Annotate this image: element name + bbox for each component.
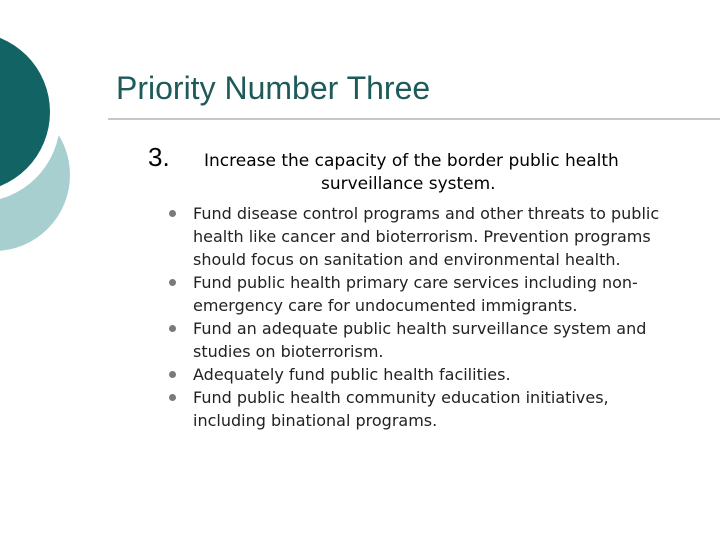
bullet-text: Adequately fund public health facilities. [193,365,511,384]
heading-line-2: surveillance system. [321,174,496,194]
heading-line-1: Increase the capacity of the border public health [204,151,619,171]
bullet-text: Fund public health primary care services including non-emergency care for undocumented immigrants. [193,273,638,315]
heading-text [204,150,674,196]
title-divider [108,118,720,120]
bullet-item [0,202,720,271]
bullet-item [0,271,720,317]
bullet-text: Fund disease control programs and other threats to public health like cancer and bioterrorism. Prevention programs should focus on sanitation and environmental health. [193,204,660,269]
heading-number: 3. [148,142,170,172]
bullet-dot-icon [169,394,176,401]
bullet-dot-icon [169,210,176,217]
bullet-text: Fund public health community education initiatives, including binational programs. [193,388,609,430]
bullet-text: Fund an adequate public health surveillance system and studies on bioterrorism. [193,319,647,361]
bullet-dot-icon [169,279,176,286]
bullet-dot-icon [169,371,176,378]
bullet-item [0,317,720,363]
bullet-dot-icon [169,325,176,332]
slide-title: Priority Number Three [116,70,431,106]
bullet-item [0,386,720,432]
bullet-item [0,363,720,386]
bullet-list [0,202,720,432]
